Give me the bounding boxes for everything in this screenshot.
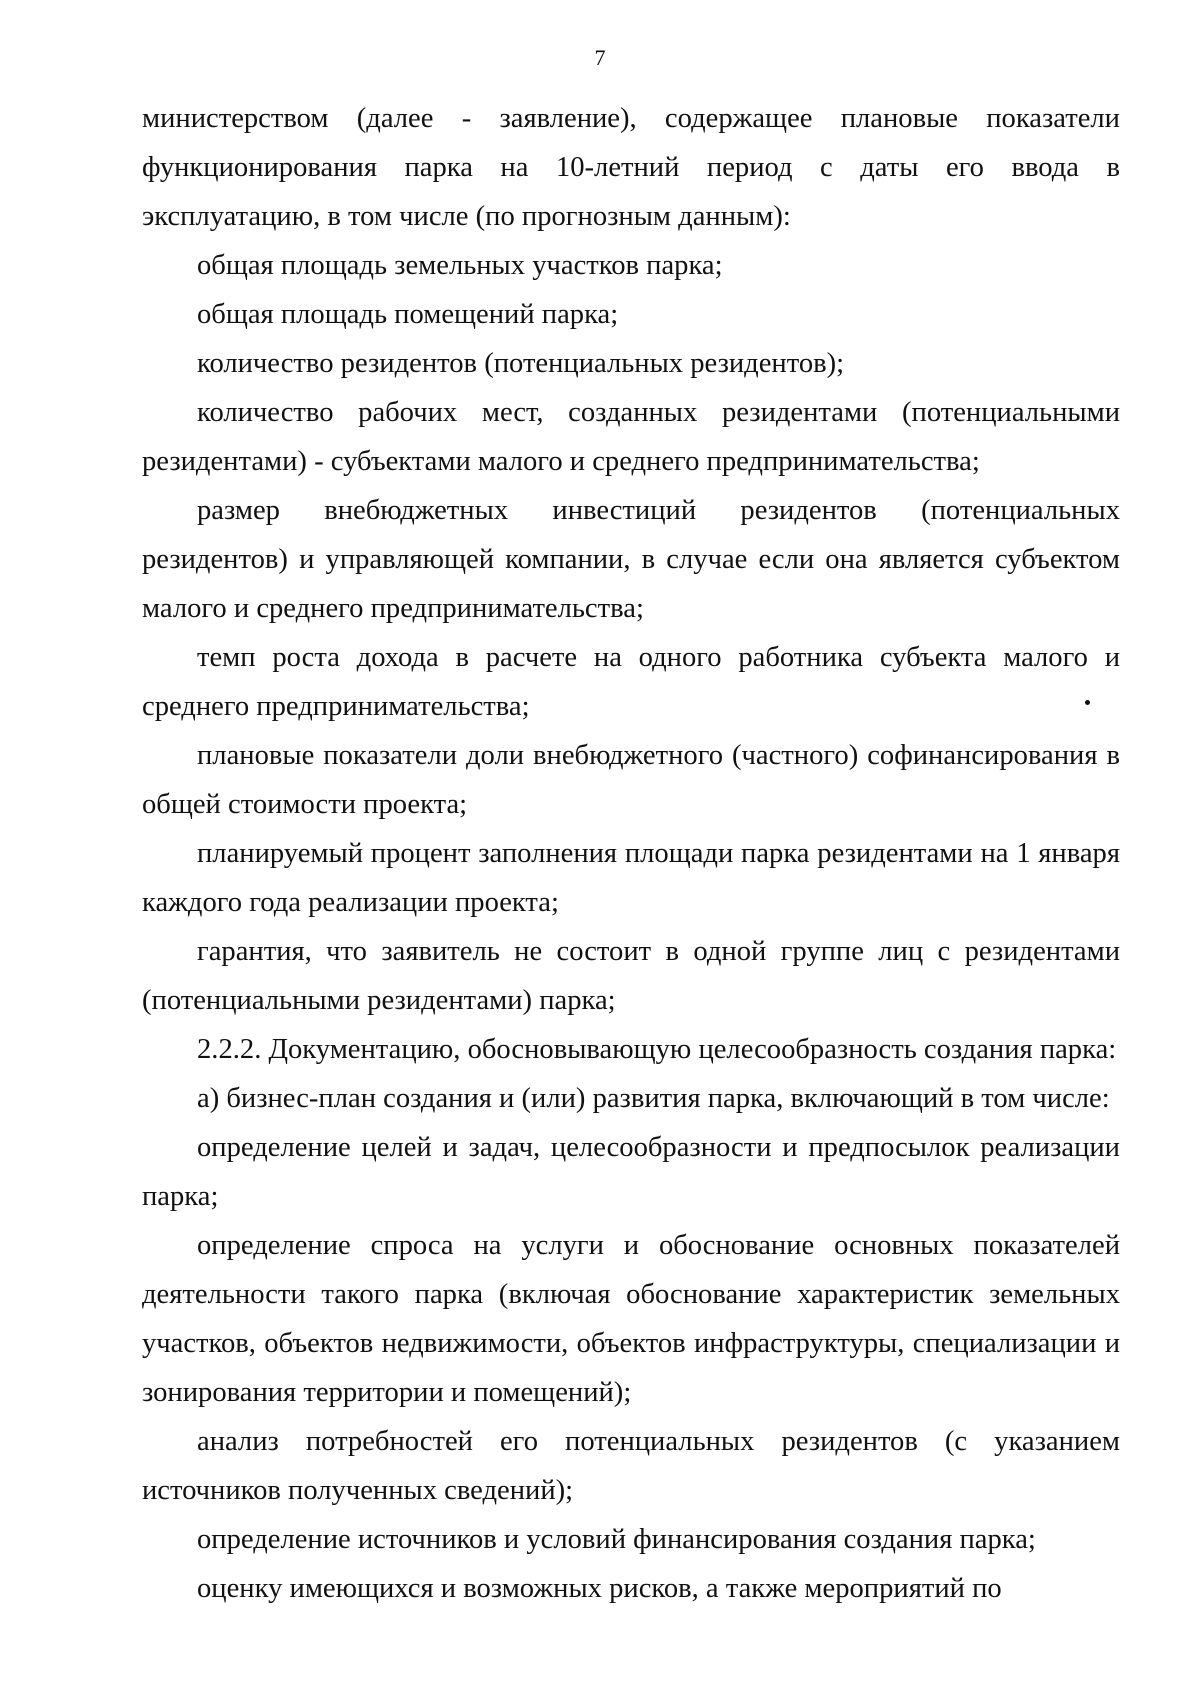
list-item: общая площадь земельных участков парка;	[197, 250, 723, 281]
page-number: 7	[594, 45, 606, 70]
list-item: определение источников и условий финансирования создания парка;	[197, 1524, 1036, 1555]
scan-dot-mark	[1085, 700, 1090, 705]
section-heading: 2.2.2. Документацию, обосновывающую целесообразность создания парка:	[197, 1034, 1117, 1065]
list-item: оценку имеющихся и возможных рисков, а также мероприятий по	[197, 1573, 1002, 1604]
list-item: количество рабочих мест, созданных резидентами (потенциальными резидентами) - субъектами малого и среднего предпринимательства;	[142, 397, 1120, 477]
list-item: гарантия, что заявитель не состоит в одной группе лиц с резидентами (потенциальными резидентами) парка;	[142, 936, 1120, 1016]
list-item: определение спроса на услуги и обоснование основных показателей деятельности такого парка (включая обоснование характеристик земельных участков, объектов недвижимости, объектов инфраструктуры, специализации и зонирования территории и помещений);	[142, 1230, 1120, 1408]
subsection-heading: а) бизнес-план создания и (или) развития парка, включающий в том числе:	[197, 1083, 1110, 1114]
list-item: планируемый процент заполнения площади парка резидентами на 1 января каждого года реализации проекта;	[142, 838, 1120, 918]
list-item: темп роста дохода в расчете на одного работника субъекта малого и среднего предпринимательства;	[142, 642, 1120, 722]
list-item: анализ потребностей его потенциальных резидентов (с указанием источников полученных сведений);	[142, 1426, 1120, 1506]
list-item: общая площадь помещений парка;	[197, 299, 619, 330]
paragraph: министерством (далее - заявление), содержащее плановые показатели функционирования парка на 10-летний период с даты его ввода в эксплуатацию, в том числе (по прогнозным данным):	[142, 103, 1120, 232]
list-item: размер внебюджетных инвестиций резидентов (потенциальных резидентов) и управляющей компании, в случае если она является субъектом малого и среднего предпринимательства;	[142, 495, 1120, 624]
document-body	[142, 94, 1120, 1613]
list-item: плановые показатели доли внебюджетного (частного) софинансирования в общей стоимости проекта;	[142, 740, 1120, 820]
list-item: определение целей и задач, целесообразности и предпосылок реализации парка;	[142, 1132, 1120, 1212]
list-item: количество резидентов (потенциальных резидентов);	[197, 348, 845, 379]
